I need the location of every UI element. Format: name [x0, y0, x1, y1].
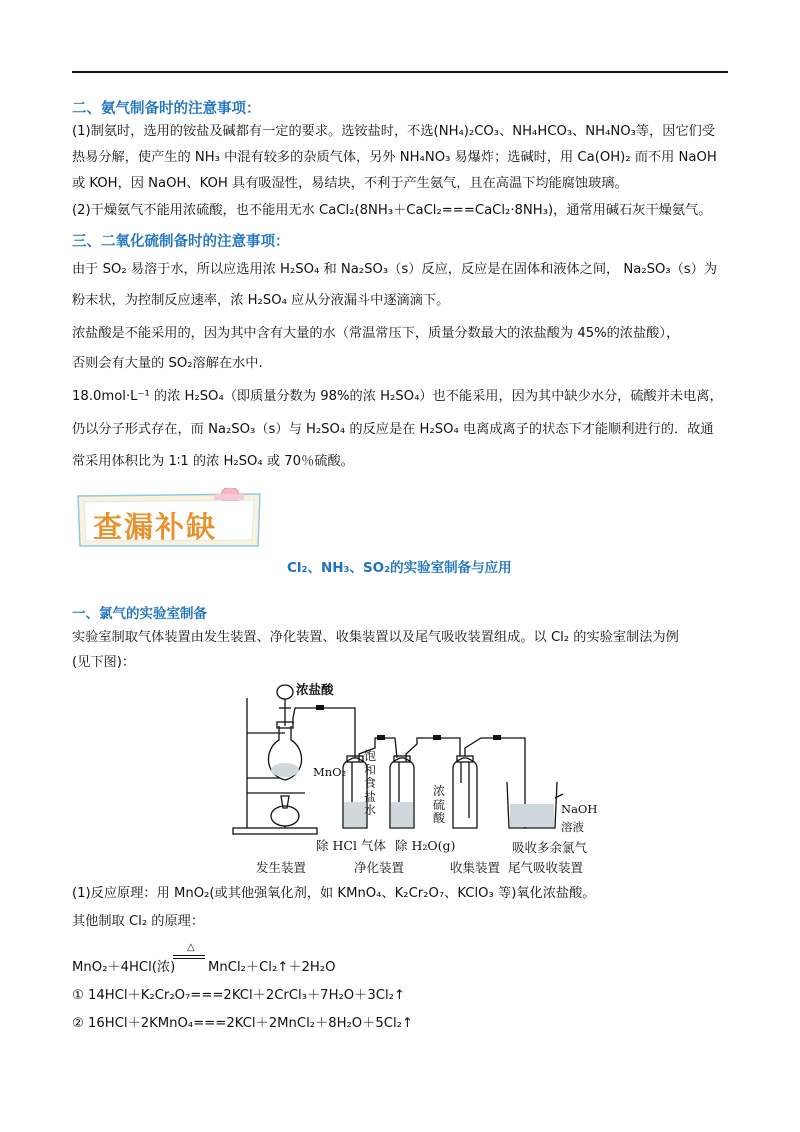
equation-2: ② 16HCl＋2KMnO₄===2KCl＋2MnCl₂＋8H₂O＋5Cl₂↑ — [72, 1016, 413, 1031]
label-conc-h2so4: 浓 硫 酸 — [432, 784, 445, 825]
reaction-principle: (1)反应原理：用 MnO₂(或其他强氧化剂，如 KMnO₄、K₂Cr₂O₇、KClO₃ 等)氧化浓盐酸。 — [72, 886, 596, 901]
label-brine: 饱 和 食 盐 水 — [363, 749, 376, 817]
heating-condition: △ — [187, 942, 195, 953]
section3-line5: 18.0mol·L⁻¹ 的浓 H₂SO₄（即质量分数为 98%的浓 H₂SO₄）也不能采用，因为其中缺少水分，硫酸并未电离， — [72, 389, 723, 404]
section3-heading: 三、二氧化硫制备时的注意事项： — [72, 234, 290, 250]
sub-remove-water: 除 H₂O(g) — [395, 838, 456, 853]
section2-heading: 二、氨气制备时的注意事项： — [72, 101, 261, 117]
section1-line2: (见下图)： — [72, 655, 136, 670]
section1-line1: 实验室制取气体装置由发生装置、净化装置、收集装置以及尾气吸收装置组成。以 Cl₂ 的实验室制法为例 — [72, 630, 679, 645]
equation-1: ① 14HCl＋K₂Cr₂O₇===2KCl＋2CrCl₃＋7H₂O＋3Cl₂↑ — [72, 988, 405, 1003]
section3-line7: 常采用体积比为 1∶1 的浓 H₂SO₄ 或 70％硫酸。 — [72, 454, 354, 469]
equation-main-rhs: MnCl₂＋Cl₂↑＋2H₂O — [208, 960, 336, 975]
section2-line1: (1)制氨时，选用的铵盐及碱都有一定的要求。选铵盐时，不选(NH₄)₂CO₃、NH₄HCO₃、NH₄NO₃等，因它们受 — [72, 124, 716, 139]
label-naoh: NaOH — [561, 802, 598, 816]
sub-remove-hcl: 除 HCl 气体 — [316, 838, 386, 853]
section2-line4: (2)干燥氨气不能用浓硫酸，也不能用无水 CaCl₂(8NH₃＋CaCl₂===CaCl₂·8NH₃)，通常用碱石灰干燥氨气。 — [72, 203, 712, 218]
section2-line2: 热易分解，使产生的 NH₃ 中混有较多的杂质气体，另外 NH₄NO₃ 易爆炸；选碱时，用 Ca(OH)₂ 而不用 NaOH — [72, 150, 717, 165]
section1-heading: 一、氯气的实验室制备 — [72, 606, 207, 622]
cap-tail-gas: 尾气吸收装置 — [508, 860, 584, 875]
cap-collection: 收集装置 — [450, 860, 501, 875]
equation-main-lhs: MnO₂＋4HCl(浓) — [72, 960, 176, 975]
label-mno2: MnO₂ — [313, 765, 347, 779]
top-rule — [72, 71, 728, 73]
section2-line3: 或 KOH，因 NaOH、KOH 具有吸湿性，易结块，不利于产生氨气，且在高温下均能腐蚀玻璃。 — [72, 176, 628, 191]
label-naoh-solution: 溶液 — [561, 820, 584, 834]
section3-line6: 仍以分子形式存在，而 Na₂SO₃（s）与 H₂SO₄ 的反应是在 H₂SO₄ 电离成离子的状态下才能顺利进行的．故通 — [72, 422, 714, 437]
other-methods-intro: 其他制取 Cl₂ 的原理： — [72, 914, 205, 929]
cap-purification: 净化装置 — [354, 860, 405, 875]
section3-line2: 粉末状，为控制反应速率，浓 H₂SO₄ 应从分液漏斗中逐滴滴下。 — [72, 293, 450, 308]
sub-absorb-chlorine: 吸收多余氯气 — [512, 840, 588, 855]
equation-bar-top — [173, 955, 205, 956]
topic-title: Cl₂、NH₃、SO₂的实验室制备与应用 — [287, 560, 512, 576]
label-conc-hcl: 浓盐酸 — [296, 682, 334, 697]
section3-line3: 浓盐酸是不能采用的，因为其中含有大量的水（常温常压下，质量分数最大的浓盐酸为 45%的浓盐酸）， — [72, 326, 680, 341]
section3-line4: 否则会有大量的 SO₂溶解在水中. — [72, 356, 263, 371]
section3-line1: 由于 SO₂ 易溶于水，所以应选用浓 H₂SO₄ 和 Na₂SO₃（s）反应，反应是在固体和液体之间， Na₂SO₃（s）为 — [72, 262, 718, 277]
cap-generation: 发生装置 — [256, 860, 307, 875]
banner-text: 查漏补缺 — [93, 510, 218, 544]
equation-bar-bottom — [173, 958, 205, 959]
